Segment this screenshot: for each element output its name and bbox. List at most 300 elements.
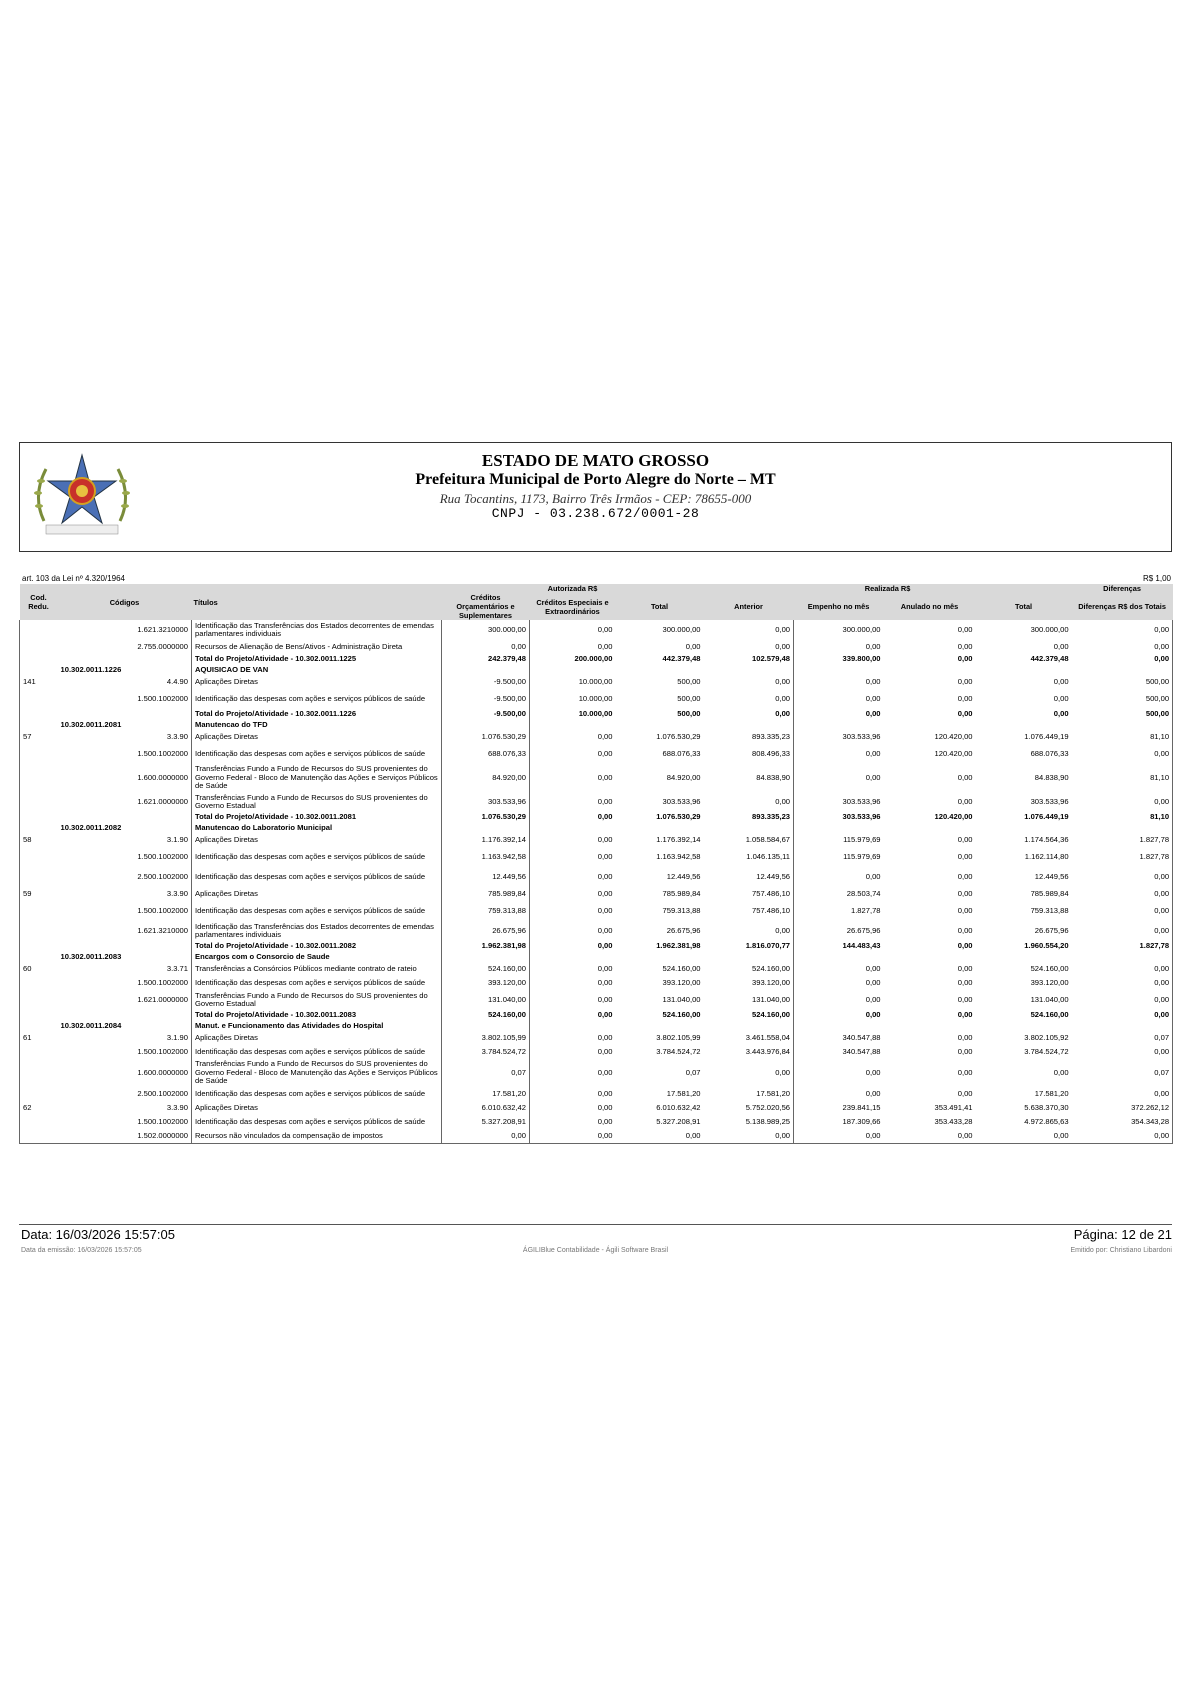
cell-value: 0,00: [597, 1010, 613, 1019]
cell-value: 303.533,96: [662, 796, 701, 806]
cell-value: 524.160,00: [1030, 1010, 1069, 1019]
cell-cod-redu: [20, 952, 58, 963]
cell-value: -9.500,00: [442, 675, 530, 689]
cell-value: [976, 952, 1072, 963]
cell-value: 524.160,00: [704, 1010, 794, 1021]
cell-titulo: Aplicações Diretas: [192, 887, 442, 901]
cell-titulo: Identificação das despesas com ações e serviços públicos de saúde: [192, 689, 442, 709]
cell-codigo: 1.502.0000000: [58, 1129, 192, 1144]
cell-value: 0,00: [1053, 641, 1069, 651]
cell-value: 102.579,48: [704, 654, 794, 665]
cell-value: [794, 1021, 884, 1032]
cell-value: [530, 720, 616, 731]
cell-value: 239.841,15: [842, 1102, 881, 1112]
cell-value: 0,00: [957, 851, 973, 861]
cell-value: 6.010.632,42: [442, 1101, 530, 1115]
cell-value: 131.040,00: [662, 994, 701, 1004]
cell-value: 303.533,96: [1030, 796, 1069, 806]
currency-unit: R$ 1,00: [1142, 574, 1171, 583]
cell-value: [616, 952, 704, 963]
table-row: [20, 901, 1173, 921]
cell-value: 5.327.208,91: [442, 1115, 530, 1129]
cell-value: 81,10: [1072, 730, 1173, 744]
cell-value: [884, 823, 976, 834]
cell-value: 0,00: [1072, 1087, 1173, 1101]
cell-value: 303.533,96: [842, 731, 881, 741]
table-row: [20, 1087, 1173, 1101]
cell-codigo: 3.3.90: [58, 1101, 192, 1115]
cell-codigo: 1.500.1002000: [58, 689, 192, 709]
col-creditos: Créditos Orçamentários e Suplementares: [442, 593, 530, 620]
cell-titulo: Manutencao do TFD: [192, 720, 442, 731]
cell-value: 0,00: [865, 748, 881, 758]
cell-value: 84.920,00: [666, 772, 701, 782]
footer-emission-date: Data da emissão: 16/03/2026 15:57:05: [21, 1247, 142, 1254]
total-row: [20, 941, 1173, 952]
cell-cod-redu: [20, 665, 58, 676]
law-reference: art. 103 da Lei nº 4.320/1964: [22, 574, 126, 583]
footer-page-number: Página: 12 de 21: [1073, 1227, 1172, 1242]
cell-value: 0,00: [597, 994, 613, 1004]
footer-software: ÁGILIBlue Contabilidade - Ágili Software Brasil: [522, 1247, 669, 1254]
cell-value: 893.335,23: [704, 730, 794, 744]
cell-titulo: Transferências Fundo a Fundo de Recursos do SUS provenientes do Governo Federal - Bloco de Manutenção das Ações e Serviços Públicos de Saúde: [192, 764, 442, 792]
cell-value: [616, 823, 704, 834]
cell-titulo: Identificação das despesas com ações e serviços públicos de saúde: [192, 976, 442, 990]
cell-codigo: 10.302.0011.2083: [58, 952, 192, 963]
cell-cod-redu: [20, 1021, 58, 1032]
cell-value: 303.533,96: [842, 796, 881, 806]
cell-value: 0,00: [957, 1010, 973, 1019]
cell-cod-redu: [20, 792, 58, 812]
cell-value: 1.827,78: [1072, 833, 1173, 847]
cell-value: 0,00: [597, 1067, 613, 1077]
cell-value: 0,00: [957, 925, 973, 935]
cell-value: 1.076.530,29: [656, 812, 701, 821]
cell-value: 0,00: [1072, 976, 1173, 990]
project-row: [20, 1021, 1173, 1032]
cell-cod-redu: [20, 1129, 58, 1144]
cell-value: [884, 665, 976, 676]
cell-titulo: Total do Projeto/Atividade - 10.302.0011.1225: [192, 654, 442, 665]
cell-value: 0,00: [1072, 990, 1173, 1010]
cell-value: 0,07: [442, 1059, 530, 1087]
cell-value: 120.420,00: [934, 731, 973, 741]
cell-value: 1.827,78: [850, 905, 881, 915]
cell-value: 1.174.564,36: [1024, 834, 1069, 844]
table-row: [20, 976, 1173, 990]
cell-value: 0,00: [1053, 709, 1069, 718]
cell-cod-redu: [20, 654, 58, 665]
cell-cod-redu: [20, 990, 58, 1010]
cell-titulo: Aplicações Diretas: [192, 1031, 442, 1045]
cell-cod-redu: [20, 921, 58, 941]
cell-value: 0,00: [597, 871, 613, 881]
cell-codigo: 1.500.1002000: [58, 1115, 192, 1129]
cell-value: [794, 952, 884, 963]
cell-value: 0,00: [597, 1088, 613, 1098]
prefeitura-name: Prefeitura Municipal de Porto Alegre do Norte – MT: [415, 471, 776, 488]
cell-value: 3.784.524,72: [656, 1046, 701, 1056]
table-row: [20, 640, 1173, 654]
cell-value: 0,00: [685, 641, 701, 651]
cell-titulo: Identificação das despesas com ações e serviços públicos de saúde: [192, 901, 442, 921]
cell-titulo: Identificação das despesas com ações e serviços públicos de saúde: [192, 867, 442, 887]
report-header: [19, 442, 1172, 552]
cell-codigo: 4.4.90: [58, 675, 192, 689]
cell-cod-redu: [20, 867, 58, 887]
cell-titulo: Transferências Fundo a Fundo de Recursos do SUS provenientes do Governo Federal - Bloco de Manutenção das Ações e Serviços Públicos de Saúde: [192, 1059, 442, 1087]
cell-value: 242.379,48: [442, 654, 530, 665]
table-row: [20, 1031, 1173, 1045]
cell-value: 0,00: [865, 1088, 881, 1098]
cell-value: 300.000,00: [1030, 624, 1069, 634]
cell-codigo: [58, 812, 192, 823]
cell-value: 3.784.524,72: [442, 1045, 530, 1059]
total-row: [20, 654, 1173, 665]
cell-value: 757.486,10: [704, 887, 794, 901]
cell-value: 131.040,00: [704, 990, 794, 1010]
cell-codigo: [58, 1010, 192, 1021]
table-row: [20, 867, 1173, 887]
col-anulado: Anulado no mês: [884, 593, 976, 620]
cell-value: [530, 952, 616, 963]
group-realizada: Realizada R$: [704, 584, 1072, 593]
cell-value: -9.500,00: [442, 709, 530, 720]
cell-value: 3.461.558,04: [704, 1031, 794, 1045]
cell-cod-redu: [20, 901, 58, 921]
cell-value: 1.816.070,77: [704, 941, 794, 952]
cell-value: 0,00: [597, 977, 613, 987]
cell-cod-redu: [20, 709, 58, 720]
cell-value: 10.000,00: [578, 676, 613, 686]
cell-value: 759.313,88: [1030, 905, 1069, 915]
cell-value: 1.076.530,29: [442, 730, 530, 744]
cell-codigo: 1.621.3210000: [58, 620, 192, 640]
project-row: [20, 823, 1173, 834]
cell-value: 0,00: [957, 772, 973, 782]
cell-value: 524.160,00: [704, 962, 794, 976]
cell-value: 0,00: [1072, 654, 1173, 665]
cell-value: [442, 823, 530, 834]
cell-cod-redu: [20, 689, 58, 709]
cell-value: [1072, 720, 1173, 731]
table-row: [20, 730, 1173, 744]
cell-value: 12.449,56: [1034, 871, 1069, 881]
cell-cod-redu: [20, 720, 58, 731]
cell-value: 0,00: [704, 1129, 794, 1144]
cell-codigo: 3.1.90: [58, 1031, 192, 1045]
cell-value: 187.309,66: [842, 1116, 881, 1126]
cell-titulo: Manut. e Funcionamento das Atividades do Hospital: [192, 1021, 442, 1032]
col-anterior: Anterior: [704, 593, 794, 620]
cell-value: 10.000,00: [578, 709, 613, 718]
cell-value: [976, 823, 1072, 834]
cell-cod-redu: [20, 1059, 58, 1087]
cell-value: [704, 952, 794, 963]
cell-value: [616, 1021, 704, 1032]
cell-value: 500,00: [677, 709, 701, 718]
cell-value: 0,00: [957, 641, 973, 651]
cell-value: 0,00: [865, 1067, 881, 1077]
cell-value: 0,00: [865, 676, 881, 686]
cell-value: 131.040,00: [1030, 994, 1069, 1004]
cell-codigo: 1.500.1002000: [58, 976, 192, 990]
cell-value: 757.486,10: [704, 901, 794, 921]
cell-titulo: Aplicações Diretas: [192, 730, 442, 744]
cell-value: 0,00: [1053, 1067, 1069, 1077]
cell-value: 688.076,33: [442, 744, 530, 764]
table-row: [20, 689, 1173, 709]
cell-value: 1.076.449,19: [1024, 731, 1069, 741]
table-row: [20, 620, 1173, 640]
state-name: ESTADO DE MATO GROSSO: [481, 451, 710, 470]
cell-value: 1.162.114,80: [1024, 851, 1069, 861]
cell-value: 1.827,78: [1072, 847, 1173, 867]
group-diferencas: Diferenças: [1072, 584, 1173, 593]
cell-value: [794, 823, 884, 834]
cnpj: CNPJ - 03.238.672/0001-28: [491, 506, 700, 521]
cell-codigo: 1.500.1002000: [58, 847, 192, 867]
cell-value: 131.040,00: [442, 990, 530, 1010]
cell-value: 0,00: [957, 1046, 973, 1056]
cell-cod-redu: 62: [20, 1101, 58, 1115]
cell-codigo: 10.302.0011.2084: [58, 1021, 192, 1032]
cell-value: 0,00: [865, 963, 881, 973]
cell-value: 0,00: [957, 1088, 973, 1098]
cell-value: 0,00: [1072, 640, 1173, 654]
cell-value: 0,00: [957, 834, 973, 844]
cell-value: 3.802.105,92: [1024, 1032, 1069, 1042]
cell-value: 808.496,33: [704, 744, 794, 764]
cell-codigo: 1.500.1002000: [58, 1045, 192, 1059]
cell-value: 0,00: [442, 640, 530, 654]
group-autorizada: Autorizada R$: [442, 584, 704, 593]
cell-codigo: 10.302.0011.1226: [58, 665, 192, 676]
cell-cod-redu: [20, 620, 58, 640]
col-titulos: Títulos: [192, 584, 442, 620]
cell-value: [616, 665, 704, 676]
cell-value: 84.838,90: [704, 764, 794, 792]
cell-value: 0,07: [685, 1067, 701, 1077]
cell-codigo: 1.500.1002000: [58, 744, 192, 764]
col-diferencas: Diferenças R$ dos Totais: [1072, 593, 1173, 620]
cell-titulo: Transferências Fundo a Fundo de Recursos do SUS provenientes do Governo Estadual: [192, 990, 442, 1010]
cell-value: 84.920,00: [442, 764, 530, 792]
cell-value: 0,00: [865, 871, 881, 881]
cell-value: -9.500,00: [442, 689, 530, 709]
table-row: [20, 1101, 1173, 1115]
cell-value: 6.010.632,42: [656, 1102, 701, 1112]
cell-value: 3.802.105,99: [656, 1032, 701, 1042]
cell-titulo: Transferências Fundo a Fundo de Recursos do SUS provenientes do Governo Estadual: [192, 792, 442, 812]
cell-value: 0,00: [597, 963, 613, 973]
cell-value: 500,00: [1072, 709, 1173, 720]
cell-cod-redu: 141: [20, 675, 58, 689]
cell-value: 0,00: [957, 676, 973, 686]
cell-value: 0,00: [976, 1129, 1072, 1144]
footer-divider: [19, 1224, 1172, 1225]
cell-value: 0,00: [704, 1059, 794, 1087]
cell-value: [616, 720, 704, 731]
cell-value: 442.379,48: [662, 654, 701, 663]
cell-value: 0,00: [957, 624, 973, 634]
cell-value: 0,00: [530, 1129, 616, 1144]
footer-issued-by: Emitido por: Christiano Libardoni: [1070, 1247, 1172, 1254]
cell-value: 3.802.105,99: [442, 1031, 530, 1045]
cell-titulo: Identificação das despesas com ações e serviços públicos de saúde: [192, 847, 442, 867]
cell-value: 1.962.381,98: [442, 941, 530, 952]
cell-value: 26.675,96: [1034, 925, 1069, 935]
cell-titulo: Aplicações Diretas: [192, 1101, 442, 1115]
cell-value: 0,00: [865, 772, 881, 782]
cell-value: 0,00: [597, 851, 613, 861]
cell-value: 0,00: [616, 1129, 704, 1144]
cell-value: 785.989,84: [662, 888, 701, 898]
cell-value: 84.838,90: [1034, 772, 1069, 782]
cell-value: 0,00: [1072, 901, 1173, 921]
cell-value: 26.675,96: [442, 921, 530, 941]
project-row: [20, 665, 1173, 676]
cell-value: [530, 1021, 616, 1032]
cell-value: [884, 1021, 976, 1032]
cell-titulo: Transferências a Consórcios Públicos mediante contrato de rateio: [192, 962, 442, 976]
cell-value: 1.076.530,29: [656, 731, 701, 741]
cell-value: 5.138.989,25: [704, 1115, 794, 1129]
cell-value: 0,00: [704, 675, 794, 689]
cell-value: 0,00: [957, 963, 973, 973]
cell-value: 0,00: [957, 654, 973, 663]
cell-value: 5.752.020,56: [704, 1101, 794, 1115]
cell-value: 0,00: [597, 772, 613, 782]
cell-cod-redu: 58: [20, 833, 58, 847]
cell-value: 0,00: [597, 1102, 613, 1112]
cell-codigo: 3.3.90: [58, 887, 192, 901]
cell-value: 0,00: [957, 941, 973, 950]
cell-value: 372.262,12: [1072, 1101, 1173, 1115]
table-row: [20, 675, 1173, 689]
cell-value: 393.120,00: [704, 976, 794, 990]
table-row: [20, 962, 1173, 976]
cell-value: 1.827,78: [1072, 941, 1173, 952]
cell-value: 81,10: [1072, 764, 1173, 792]
cell-value: 0,00: [704, 620, 794, 640]
cell-value: 0,00: [1072, 620, 1173, 640]
cell-cod-redu: [20, 812, 58, 823]
table-row: [20, 887, 1173, 901]
cell-value: [1072, 665, 1173, 676]
cell-cod-redu: [20, 744, 58, 764]
cell-value: 0,00: [1072, 1010, 1173, 1021]
cell-value: 0,00: [1072, 744, 1173, 764]
cell-value: 0,00: [865, 977, 881, 987]
cell-value: 1.046.135,11: [704, 847, 794, 867]
cell-value: 4.972.865,63: [1024, 1116, 1069, 1126]
cell-titulo: Identificação das despesas com ações e serviços públicos de saúde: [192, 744, 442, 764]
cell-value: 0,07: [1072, 1031, 1173, 1045]
cell-value: [1072, 1021, 1173, 1032]
cell-cod-redu: [20, 1087, 58, 1101]
cell-codigo: [58, 709, 192, 720]
cell-value: 0,00: [957, 888, 973, 898]
cell-value: 524.160,00: [442, 1010, 530, 1021]
cell-codigo: 2.755.0000000: [58, 640, 192, 654]
col-total-realizada: Total: [976, 593, 1072, 620]
cell-value: 12.449,56: [442, 867, 530, 887]
cell-value: 17.581,20: [704, 1087, 794, 1101]
cell-value: 0,00: [957, 1067, 973, 1077]
cell-codigo: 3.1.90: [58, 833, 192, 847]
cell-value: 81,10: [1072, 812, 1173, 823]
cell-value: [530, 665, 616, 676]
table-row: [20, 744, 1173, 764]
cell-codigo: 10.302.0011.2082: [58, 823, 192, 834]
cell-value: 354.343,28: [1072, 1115, 1173, 1129]
cell-titulo: Total do Projeto/Atividade - 10.302.0011.2082: [192, 941, 442, 952]
cell-value: 12.449,56: [666, 871, 701, 881]
cell-value: 688.076,33: [662, 748, 701, 758]
cell-cod-redu: [20, 1115, 58, 1129]
cell-value: 12.449,56: [704, 867, 794, 887]
table-row: [20, 1115, 1173, 1129]
cell-value: 120.420,00: [934, 748, 973, 758]
cell-value: 0,00: [597, 748, 613, 758]
cell-value: 0,00: [597, 1046, 613, 1056]
cell-titulo: Identificação das Transferências dos Estados decorrentes de emendas parlamentares individuais: [192, 921, 442, 941]
cell-value: 393.120,00: [1030, 977, 1069, 987]
cell-value: 0,00: [597, 641, 613, 651]
cell-value: 28.503,74: [846, 888, 881, 898]
cell-value: 0,00: [597, 905, 613, 915]
cell-value: 0,00: [442, 1129, 530, 1144]
cell-value: 353.433,28: [934, 1116, 973, 1126]
cell-value: [442, 1021, 530, 1032]
cell-value: [976, 665, 1072, 676]
cell-value: 0,00: [1072, 962, 1173, 976]
col-especiais: Créditos Especiais e Extraordinários: [530, 593, 616, 620]
cell-value: 0,00: [704, 709, 794, 720]
cell-titulo: Identificação das despesas com ações e serviços públicos de saúde: [192, 1115, 442, 1129]
cell-value: 300.000,00: [662, 624, 701, 634]
footer-date: Data: 16/03/2026 15:57:05: [21, 1227, 175, 1242]
cell-cod-redu: 57: [20, 730, 58, 744]
cell-value: 115.979,69: [843, 851, 881, 861]
cell-value: [1072, 823, 1173, 834]
cell-value: 0,00: [865, 1010, 881, 1019]
cell-value: 442.379,48: [1030, 654, 1069, 663]
cell-value: 0,00: [704, 921, 794, 941]
cell-cod-redu: [20, 764, 58, 792]
cell-titulo: Manutencao do Laboratorio Municipal: [192, 823, 442, 834]
cell-value: 0,00: [957, 994, 973, 1004]
cell-value: 26.675,96: [666, 925, 701, 935]
cell-value: 300.000,00: [842, 624, 881, 634]
cell-value: 759.313,88: [662, 905, 701, 915]
cell-value: 785.989,84: [1030, 888, 1069, 898]
table-row: [20, 764, 1173, 792]
cell-titulo: AQUISICAO DE VAN: [192, 665, 442, 676]
cell-value: 500,00: [1072, 689, 1173, 709]
address: Rua Tocantins, 1173, Bairro Três Irmãos - CEP: 78655-000: [439, 491, 752, 506]
col-total-autorizada: Total: [616, 593, 704, 620]
cell-cod-redu: [20, 823, 58, 834]
cell-value: 1.163.942,58: [442, 847, 530, 867]
cell-value: 300.000,00: [442, 620, 530, 640]
cell-value: 0,00: [865, 641, 881, 651]
cell-value: 0,00: [1053, 676, 1069, 686]
cell-value: 0,00: [957, 709, 973, 718]
cell-value: 0,00: [597, 834, 613, 844]
